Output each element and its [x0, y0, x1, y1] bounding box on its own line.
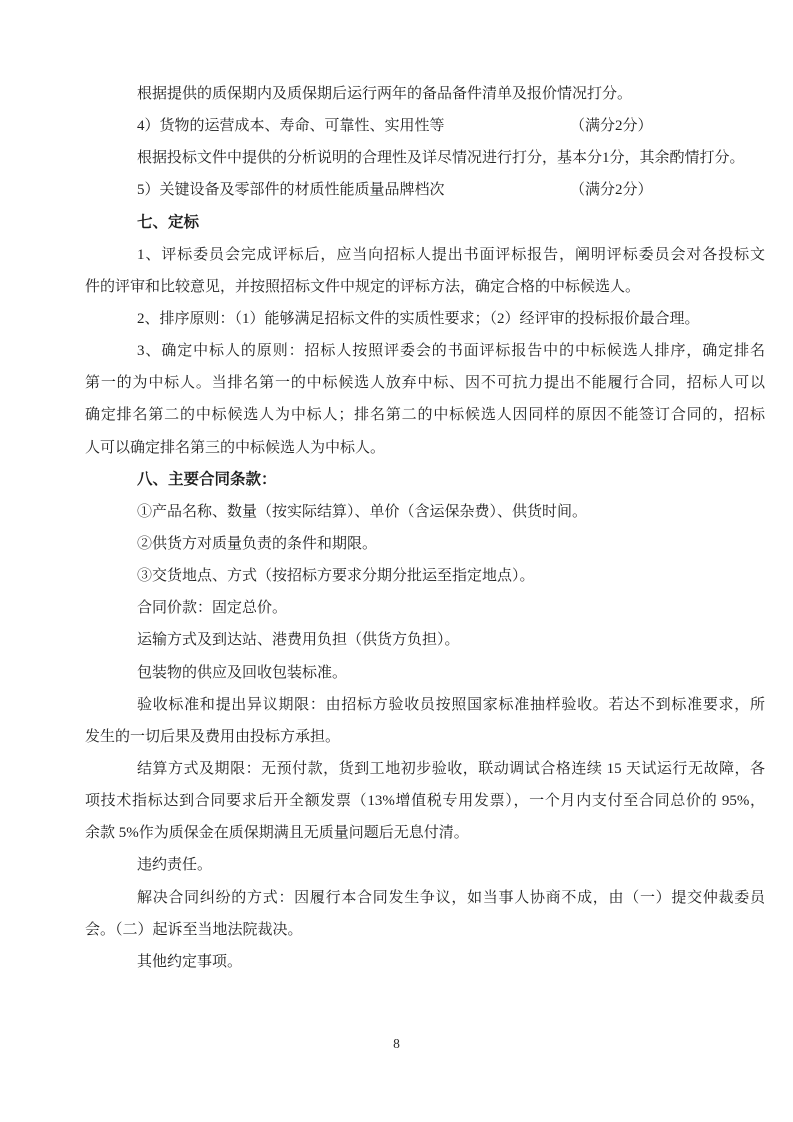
line-text: 七、定标 [137, 213, 200, 231]
line-text: 其他约定事项。 [137, 953, 243, 970]
line-text: 4）货物的运营成本、寿命、可靠性、实用性等 [137, 118, 445, 135]
text-line [85, 721, 765, 753]
text-line [85, 914, 765, 946]
document-body [85, 78, 765, 978]
line-text: 根据投标文件中提供的分析说明的合理性及详尽情况进行打分，基本分1分，其余酌情打分。 [137, 150, 745, 167]
text-line [85, 271, 765, 303]
section-heading [85, 464, 765, 496]
line-text: 会。（二）起诉至当地法院裁决。 [85, 921, 303, 938]
page-number: 8 [393, 1036, 400, 1051]
line-text: ①产品名称、数量（按实际结算）、单价（含运保杂费）、供货时间。 [137, 503, 588, 520]
line-text: 余款 5%作为质保金在质保期满且无质量问题后无息付清。 [85, 825, 469, 842]
text-line [85, 335, 765, 367]
line-text: 第一的为中标人。当排名第一的中标候选人放弃中标、因不可抗力提出不能履行合同，招标人可以 [85, 375, 765, 392]
text-line [85, 528, 765, 560]
page-footer [0, 1036, 793, 1052]
line-text: 发生的一切后果及费用由投标方承担。 [85, 728, 341, 745]
text-line [85, 432, 765, 464]
line-text: 确定排名第二的中标候选人为中标人；排名第二的中标候选人因同样的原因不能签订合同的，招标 [85, 407, 765, 424]
text-line [85, 399, 765, 431]
line-text: ②供货方对质量负责的条件和期限。 [137, 535, 378, 552]
line-text: 5）关键设备及零部件的材质性能质量品牌档次 [137, 182, 445, 199]
text-line [85, 110, 765, 142]
text-line [85, 689, 765, 721]
line-text: 验收标准和提出异议期限：由招标方验收员按照国家标准抽样验收。若达不到标准要求，所 [137, 696, 765, 713]
text-line [85, 367, 765, 399]
section-heading [85, 207, 765, 239]
text-line [85, 946, 765, 978]
line-text: 项技术指标达到合同要求后开全额发票（13%增值税专用发票），一个月内支付至合同总价的 95%， [85, 793, 765, 810]
line-text: 根据提供的质保期内及质保期后运行两年的备品备件清单及报价情况打分。 [137, 86, 633, 102]
line-text: 结算方式及期限：无预付款，货到工地初步验收，联动调试合格连续 15 天试运行无故障，各 [137, 760, 765, 777]
line-text: 解决合同纠纷的方式：因履行本合同发生争议，如当事人协商不成，由（一）提交仲裁委员 [137, 889, 765, 906]
line-text: 人可以确定排名第三的中标候选人为中标人。 [85, 439, 386, 456]
text-line [85, 303, 765, 335]
text-line [85, 624, 765, 656]
text-line [85, 785, 765, 817]
line-text: 包装物的供应及回收包装标准。 [137, 664, 348, 681]
text-line [85, 174, 765, 206]
line-text: 违约责任。 [137, 857, 213, 874]
text-line [85, 657, 765, 689]
score-label: （满分2分） [570, 118, 653, 135]
line-text: 八、主要合同条款： [137, 470, 277, 488]
text-line [85, 239, 765, 271]
text-line [85, 592, 765, 624]
text-line [85, 78, 765, 110]
line-text: 件的评审和比较意见，并按照招标文件中规定的评标方法，确定合格的中标候选人。 [85, 278, 641, 295]
line-text: 3、确定中标人的原则：招标人按照评委会的书面评标报告中的中标候选人排序，确定排名 [137, 343, 765, 360]
text-line [85, 849, 765, 881]
line-text: 2、排序原则：（1）能够满足招标文件的实质性要求；（2）经评审的投标报价最合理。 [137, 310, 700, 327]
text-line [85, 817, 765, 849]
line-text: 运输方式及到达站、港费用负担（供货方负担）。 [137, 632, 460, 649]
text-line [85, 882, 765, 914]
text-line [85, 496, 765, 528]
line-text: 合同价款：固定总价。 [137, 600, 288, 617]
score-label: （满分2分） [570, 182, 653, 199]
line-text: 1、评标委员会完成评标后，应当向招标人提出书面评标报告，阐明评标委员会对各投标文 [137, 246, 765, 263]
line-text: ③交货地点、方式（按招标方要求分期分批运至指定地点）。 [137, 568, 535, 585]
text-line [85, 560, 765, 592]
text-line [85, 142, 765, 174]
text-line [85, 753, 765, 785]
